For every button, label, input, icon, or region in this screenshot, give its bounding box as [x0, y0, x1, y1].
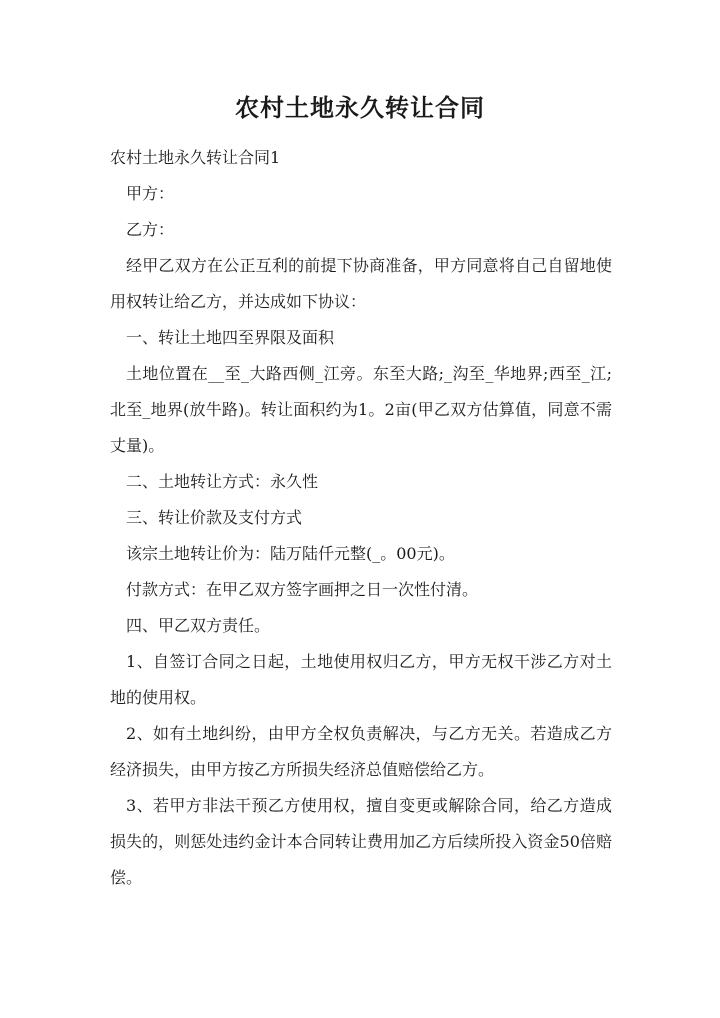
payment-paragraph: 付款方式：在甲乙双方签字画押之日一次性付清。	[126, 580, 479, 599]
document-subtitle: 农村土地永久转让合同1	[110, 148, 281, 167]
intro-paragraph: 经甲乙双方在公正互利的前提下协商准备，甲方同意将自己自留地使用权转让给乙方，并达成如下协议：	[110, 256, 612, 311]
party-b-line: 乙方：	[126, 220, 175, 239]
party-a-line: 甲方：	[126, 184, 175, 203]
clause-1-paragraph: 1、自签订合同之日起，土地使用权归乙方，甲方无权干涉乙方对土地的使用权。	[110, 652, 612, 707]
document-title: 农村土地永久转让合同	[235, 93, 485, 122]
land-location-paragraph: 土地位置在__至_大路西侧_江旁。东至大路;_沟至_华地界;西至_江;北至_地界(放牛路)。转让面积约为1。2亩(甲乙双方估算值，同意不需丈量)。	[110, 364, 612, 455]
section-heading-2: 二、土地转让方式：永久性	[126, 472, 319, 491]
document-body	[110, 140, 612, 896]
clause-3-paragraph: 3、若甲方非法干预乙方使用权，擅自变更或解除合同，给乙方造成损失的，则惩处违约金计本合同转让费用加乙方后续所投入资金50倍赔偿。	[110, 796, 612, 887]
price-paragraph: 该宗土地转让价为：陆万陆仟元整(_。00元)。	[126, 544, 455, 563]
clause-2-paragraph: 2、如有土地纠纷，由甲方全权负责解决，与乙方无关。若造成乙方经济损失，由甲方按乙方所损失经济总值赔偿给乙方。	[110, 724, 612, 779]
section-heading-1: 一、转让土地四至界限及面积	[126, 328, 335, 347]
section-heading-4: 四、甲乙双方责任。	[126, 616, 271, 635]
section-heading-3: 三、转让价款及支付方式	[126, 508, 303, 527]
